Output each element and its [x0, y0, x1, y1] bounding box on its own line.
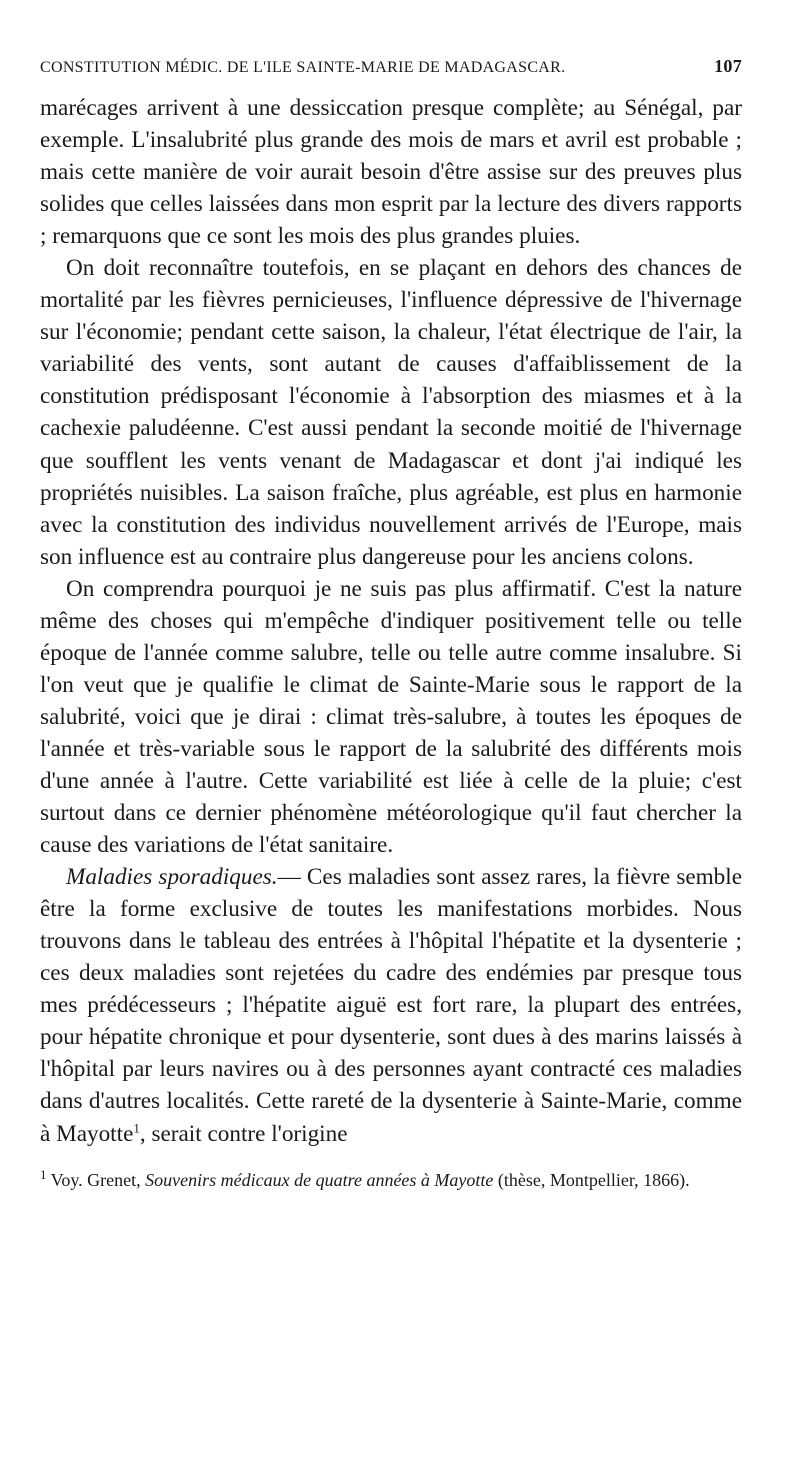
- footnote: [40, 1168, 742, 1192]
- page-header: [40, 56, 742, 92]
- paragraph-4-text: — Ces maladies sont assez rares, la fièvre semble être la forme exclusive de toutes les manifestations morbides. Nous trouvons dans le tableau des entrées à l'hôpital l'hépatite et la dysenterie ; ces deux maladies sont rejetées du cadre des endémies par presque tous mes prédécesseurs ; l'hépatite aiguë est fort rare, la plupart des entrées, pour hépatite chronique et pour dysenterie, sont dues à des marins laissés à l'hôpital par leurs navires ou à des personnes ayant contracté ces maladies dans d'autres localités. Cette rareté de la dysenterie à Sainte-Marie, comme à Mayotte: [40, 864, 743, 1147]
- footnote-mark: 1: [40, 1166, 47, 1182]
- paragraph-4-end: , serait contre l'origine: [139, 1120, 348, 1147]
- page-number: 107: [714, 56, 742, 76]
- footnote-reference: 1: [133, 1119, 140, 1135]
- section-title-maladies-sporadiques: Maladies sporadiques.: [66, 864, 278, 891]
- body-text: [40, 92, 742, 1150]
- running-title: CONSTITUTION MÉDIC. DE L'ILE SAINTE-MARIE DE MADAGASCAR.: [40, 59, 566, 76]
- footnote-suffix: (thèse, Montpellier, 1866).: [493, 1169, 690, 1190]
- paragraph-4: [40, 861, 742, 1149]
- paragraph-2: On doit reconnaître toutefois, en se plaçant en dehors des chances de mortalité par les fièvres pernicieuses, l'influence dépressive de l'hivernage sur l'économie; pendant cette saison, la chaleur, l'état électrique de l'air, la variabilité des vents, sont autant de causes d'affaiblissement de la constitution prédisposant l'économie à l'absorption des miasmes et à la cachexie paludéenne. C'est aussi pendant la seconde moitié de l'hivernage que soufflent les vents venant de Madagascar et dont j'ai indiqué les propriétés nuisibles. La saison fraîche, plus agréable, est plus en harmonie avec la constitution des individus nouvellement arrivés de l'Europe, mais son influence est au contraire plus dangereuse pour les anciens colons.: [40, 255, 742, 570]
- paragraph-3: On comprendra pourquoi je ne suis pas plus affirmatif. C'est la nature même des choses qui m'empêche d'indiquer positivement telle ou telle époque de l'année comme salubre, telle ou telle autre comme insalubre. Si l'on veut que je qualifie le climat de Sainte-Marie sous le rapport de la salubrité, voici que je dirai : climat très-salubre, à toutes les époques de l'année et très-variable sous le rapport de la salubrité des différents mois d'une année à l'autre. Cette variabilité est liée à celle de la pluie; c'est surtout dans ce dernier phénomène météorologique qu'il faut chercher la cause des variations de l'état sanitaire.: [40, 575, 742, 859]
- document-page: [40, 56, 742, 1192]
- footnote-book-title: Souvenirs médicaux de quatre années à Mayotte: [145, 1169, 494, 1190]
- footnote-prefix: Voy. Grenet,: [46, 1169, 146, 1190]
- paragraph-1: marécages arrivent à une dessiccation presque complète; au Sénégal, par exemple. L'insalubrité plus grande des mois de mars et avril est probable ; mais cette manière de voir aurait besoin d'être assise sur des preuves plus solides que celles laissées dans mon esprit par la lecture des divers rapports ; remarquons que ce sont les mois des plus grandes pluies.: [40, 95, 742, 250]
